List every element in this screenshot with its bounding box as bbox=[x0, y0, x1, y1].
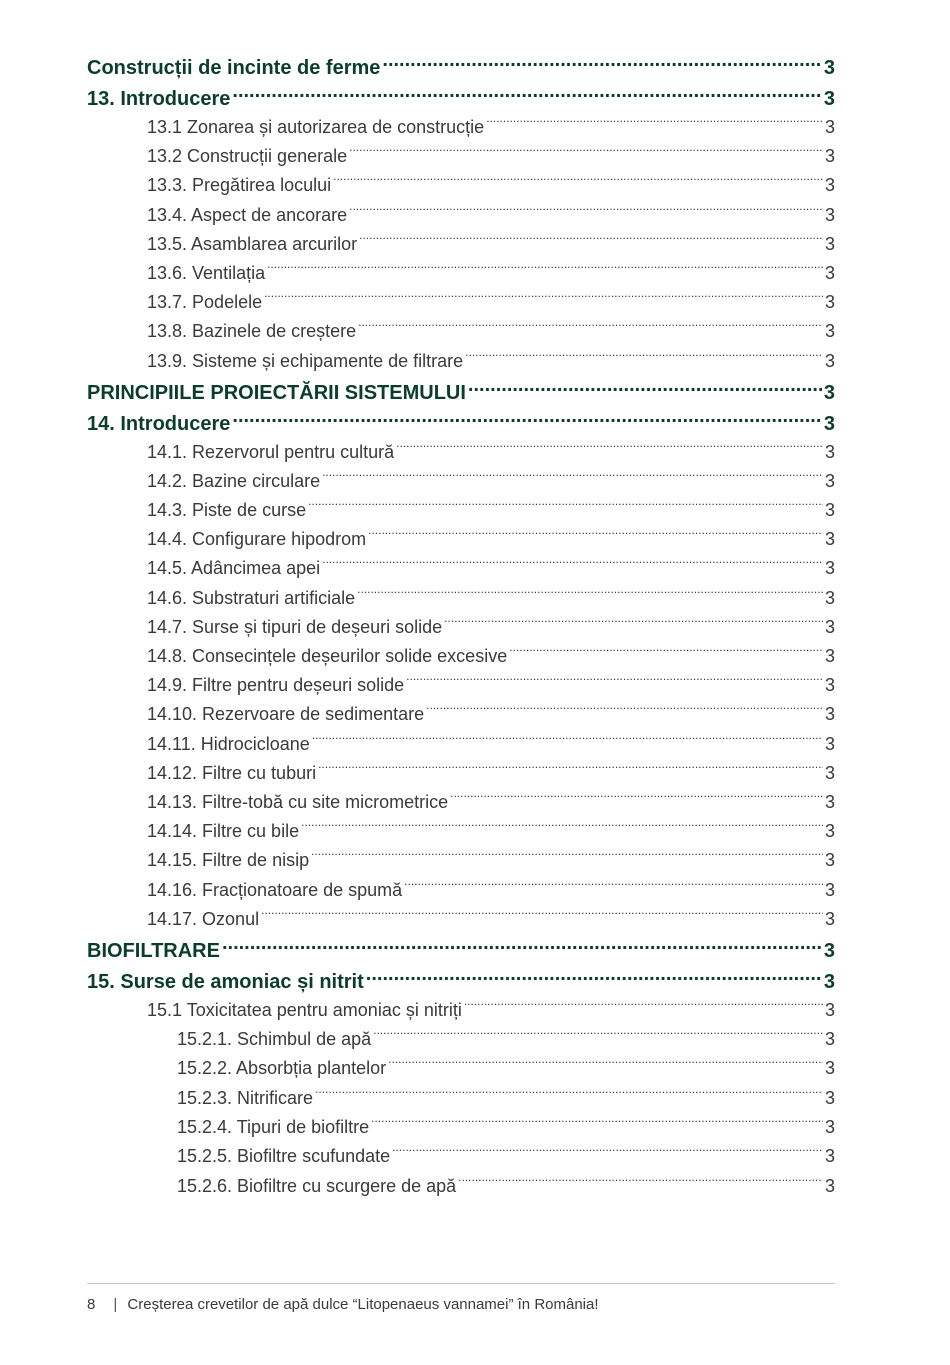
toc-subsection-entry[interactable] bbox=[87, 170, 835, 199]
toc-dot-leader bbox=[322, 470, 823, 487]
toc-entry-title: 14.17. Ozonul bbox=[147, 908, 260, 929]
toc-subsection-entry[interactable] bbox=[87, 229, 835, 258]
toc-subsection-entry[interactable] bbox=[87, 553, 835, 582]
toc-dot-leader bbox=[468, 379, 822, 399]
toc-section-entry[interactable] bbox=[87, 964, 835, 995]
toc-dot-leader bbox=[232, 410, 821, 430]
toc-subsection-entry[interactable] bbox=[87, 1053, 835, 1082]
toc-subsection-entry[interactable] bbox=[87, 875, 835, 904]
toc-entry-page: 3 bbox=[824, 350, 835, 371]
toc-section-entry[interactable] bbox=[87, 933, 835, 964]
toc-entry-title: Construcții de incinte de ferme bbox=[87, 57, 381, 79]
toc-entry-page: 3 bbox=[824, 999, 835, 1020]
toc-entry-title: 15.2.3. Nitrificare bbox=[177, 1087, 314, 1108]
toc-entry-page: 3 bbox=[824, 704, 835, 725]
toc-dot-leader bbox=[509, 645, 823, 662]
toc-dot-leader bbox=[311, 849, 823, 866]
toc-entry-page: 3 bbox=[824, 1058, 835, 1079]
toc-entry-title: 14.6. Substraturi artificiale bbox=[147, 587, 356, 608]
toc-entry-title: 15.1 Toxicitatea pentru amoniac și nitriți bbox=[147, 999, 462, 1020]
toc-dot-leader bbox=[322, 557, 823, 574]
toc-subsection-entry[interactable] bbox=[87, 699, 835, 728]
toc-dot-leader bbox=[349, 145, 823, 162]
toc-entry-title: 15.2.4. Tipuri de biofiltre bbox=[177, 1116, 370, 1137]
toc-dot-leader bbox=[406, 674, 823, 691]
toc-entry-title: 14.11. Hidrocicloane bbox=[147, 733, 310, 754]
toc-entry-title: 15.2.2. Absorbția plantelor bbox=[177, 1058, 387, 1079]
toc-entry-title: 14.2. Bazine circulare bbox=[147, 470, 321, 491]
toc-entry-page: 3 bbox=[824, 558, 835, 579]
toc-subsection-entry[interactable] bbox=[87, 1141, 835, 1170]
toc-subsection-entry[interactable] bbox=[87, 729, 835, 758]
toc-entry-title: 15.2.1. Schimbul de apă bbox=[177, 1029, 372, 1050]
toc-dot-leader bbox=[388, 1057, 823, 1074]
toc-entry-title: 14.8. Consecințele deșeurilor solide excesive bbox=[147, 646, 508, 666]
toc-entry-page: 3 bbox=[824, 1175, 835, 1196]
toc-entry-page: 3 bbox=[824, 762, 835, 783]
toc-dot-leader bbox=[404, 879, 823, 896]
toc-subsection-entry[interactable] bbox=[87, 112, 835, 141]
toc-entry-page: 3 bbox=[824, 204, 835, 225]
toc-entry-page: 3 bbox=[824, 529, 835, 550]
toc-dot-leader bbox=[366, 968, 822, 988]
toc-subsection-entry[interactable] bbox=[87, 583, 835, 612]
toc-entry-title: 14.13. Filtre-tobă cu site micrometrice bbox=[147, 791, 449, 812]
toc-entry-page: 3 bbox=[824, 1116, 835, 1137]
toc-subsection-entry[interactable] bbox=[87, 1024, 835, 1053]
toc-entry-title: 15.2.6. Biofiltre cu scurgere de apă bbox=[177, 1175, 457, 1196]
toc-subsection-entry[interactable] bbox=[87, 787, 835, 816]
toc-entry-page: 3 bbox=[824, 1146, 835, 1167]
toc-section-entry[interactable] bbox=[87, 406, 835, 437]
toc-dot-leader bbox=[261, 908, 823, 925]
toc-entry-title: 14.12. Filtre cu tuburi bbox=[147, 762, 317, 783]
toc-dot-leader bbox=[315, 1087, 823, 1104]
toc-dot-leader bbox=[373, 1028, 823, 1045]
toc-entry-title: 14.4. Configurare hipodrom bbox=[147, 529, 367, 550]
toc-dot-leader bbox=[368, 528, 823, 545]
toc-entry-title: 14.10. Rezervoare de sedimentare bbox=[147, 704, 425, 725]
toc-dot-leader bbox=[465, 350, 823, 367]
toc-entry-page: 3 bbox=[824, 117, 835, 137]
toc-entry-page: 3 bbox=[823, 88, 835, 110]
toc-entry-page: 3 bbox=[824, 733, 835, 754]
toc-dot-leader bbox=[444, 616, 823, 633]
toc-entry-page: 3 bbox=[823, 57, 835, 79]
toc-dot-leader bbox=[450, 791, 823, 808]
toc-subsection-entry[interactable] bbox=[87, 1171, 835, 1200]
toc-entry-title: 13.7. Podelele bbox=[147, 292, 263, 313]
toc-entry-page: 3 bbox=[824, 850, 835, 871]
toc-entry-title: 13.1 Zonarea și autorizarea de construcție bbox=[147, 117, 485, 137]
toc-dot-leader bbox=[232, 85, 821, 105]
toc-entry-title: BIOFILTRARE bbox=[87, 939, 220, 962]
toc-entry-page: 3 bbox=[824, 500, 835, 521]
toc-entry-page: 3 bbox=[824, 879, 835, 900]
toc-subsection-entry[interactable] bbox=[87, 287, 835, 316]
toc-subsection-entry[interactable] bbox=[87, 670, 835, 699]
toc-entry-page: 3 bbox=[824, 791, 835, 812]
toc-dot-leader bbox=[312, 733, 823, 750]
toc-subsection-entry[interactable] bbox=[87, 200, 835, 229]
toc-dot-leader bbox=[318, 762, 823, 779]
footer-separator: | bbox=[113, 1296, 118, 1313]
toc-dot-leader bbox=[308, 499, 823, 516]
toc-entry-page: 3 bbox=[824, 441, 835, 462]
toc-entry-page: 3 bbox=[824, 470, 835, 491]
toc-entry-page: 3 bbox=[823, 412, 835, 435]
toc-entry-title: 14.5. Adâncimea apei bbox=[147, 558, 321, 579]
toc-dot-leader bbox=[359, 233, 823, 250]
toc-dot-leader bbox=[349, 204, 823, 221]
toc-entry-title: 13.5. Asamblarea arcurilor bbox=[147, 233, 358, 254]
toc-entry-page: 3 bbox=[824, 175, 835, 196]
toc-dot-leader bbox=[458, 1175, 823, 1192]
toc-subsection-entry[interactable] bbox=[87, 612, 835, 641]
toc-dot-leader bbox=[371, 1116, 823, 1133]
toc-entry-title: PRINCIPIILE PROIECTĂRII SISTEMULUI bbox=[87, 381, 466, 404]
toc-entry-title: 13.8. Bazinele de creștere bbox=[147, 321, 357, 342]
toc-dot-leader bbox=[222, 937, 822, 957]
toc-subsection-entry[interactable] bbox=[87, 845, 835, 874]
toc-dot-leader bbox=[396, 441, 823, 458]
toc-entry-title: 14.15. Filtre de nisip bbox=[147, 850, 310, 871]
toc-entry-title: 15. Surse de amoniac și nitrit bbox=[87, 970, 364, 993]
toc-subsection-entry[interactable] bbox=[87, 1083, 835, 1112]
toc-entry-title: 13.2 Construcții generale bbox=[147, 146, 348, 167]
toc-entry-title: 14.14. Filtre cu bile bbox=[147, 821, 300, 842]
toc-dot-leader bbox=[392, 1145, 823, 1162]
toc-dot-leader bbox=[382, 54, 821, 74]
toc-subsection-entry[interactable] bbox=[87, 1112, 835, 1141]
toc-subsection-entry[interactable] bbox=[87, 641, 835, 670]
toc-subsection-entry[interactable] bbox=[87, 758, 835, 787]
footer-text: Creșterea crevetilor de apă dulce “Litopenaeus vannamei” în România! bbox=[127, 1296, 599, 1313]
toc-entry-page: 3 bbox=[824, 675, 835, 696]
toc-section-entry[interactable] bbox=[87, 81, 835, 112]
toc-dot-leader bbox=[301, 820, 823, 837]
toc-entry-page: 3 bbox=[824, 1087, 835, 1108]
toc-subsection-entry[interactable] bbox=[87, 437, 835, 466]
toc-section-entry[interactable] bbox=[87, 50, 835, 81]
toc-entry-page: 3 bbox=[824, 821, 835, 842]
toc-entry-title: 14.9. Filtre pentru deșeuri solide bbox=[147, 675, 405, 696]
toc-entry-page: 3 bbox=[824, 262, 835, 283]
toc-subsection-entry[interactable] bbox=[87, 495, 835, 524]
toc-dot-leader bbox=[464, 999, 823, 1016]
toc-subsection-entry[interactable] bbox=[87, 466, 835, 495]
toc-subsection-entry[interactable] bbox=[87, 316, 835, 345]
toc-entry-page: 3 bbox=[824, 587, 835, 608]
toc-dot-leader bbox=[357, 587, 823, 604]
toc-entry-title: 14. Introducere bbox=[87, 412, 231, 435]
toc-dot-leader bbox=[333, 174, 823, 191]
toc-entry-page: 3 bbox=[824, 233, 835, 254]
toc-subsection-entry[interactable] bbox=[87, 904, 835, 933]
toc-dot-leader bbox=[358, 320, 823, 337]
toc-entry-title: 13.9. Sisteme și echipamente de filtrare bbox=[147, 350, 464, 371]
toc-entry-title: 13.4. Aspect de ancorare bbox=[147, 204, 348, 225]
toc-entry-page: 3 bbox=[824, 616, 835, 637]
table-of-contents bbox=[87, 50, 835, 1200]
toc-entry-page: 3 bbox=[823, 970, 835, 993]
toc-entry-title: 13. Introducere bbox=[87, 88, 231, 110]
toc-entry-title: 14.7. Surse și tipuri de deșeuri solide bbox=[147, 616, 443, 637]
footer-divider bbox=[87, 1283, 835, 1284]
toc-subsection-entry[interactable] bbox=[87, 346, 835, 375]
toc-entry-title: 14.16. Fracționatoare de spumă bbox=[147, 879, 403, 900]
toc-entry-page: 3 bbox=[824, 146, 835, 167]
page-footer bbox=[87, 1296, 599, 1313]
toc-entry-title: 14.3. Piste de curse bbox=[147, 500, 307, 521]
toc-entry-page: 3 bbox=[824, 1029, 835, 1050]
toc-entry-page: 3 bbox=[824, 646, 835, 666]
toc-dot-leader bbox=[267, 262, 823, 279]
toc-subsection-entry[interactable] bbox=[87, 995, 835, 1024]
toc-section-entry[interactable] bbox=[87, 375, 835, 406]
footer-page-number: 8 bbox=[87, 1296, 96, 1313]
toc-entry-page: 3 bbox=[823, 381, 835, 404]
toc-entry-page: 3 bbox=[824, 321, 835, 342]
toc-entry-title: 15.2.5. Biofiltre scufundate bbox=[177, 1146, 391, 1167]
toc-subsection-entry[interactable] bbox=[87, 141, 835, 170]
toc-entry-title: 13.6. Ventilația bbox=[147, 262, 266, 283]
toc-subsection-entry[interactable] bbox=[87, 816, 835, 845]
toc-subsection-entry[interactable] bbox=[87, 524, 835, 553]
toc-entry-page: 3 bbox=[823, 939, 835, 962]
toc-dot-leader bbox=[426, 703, 823, 720]
toc-subsection-entry[interactable] bbox=[87, 258, 835, 287]
toc-entry-page: 3 bbox=[824, 908, 835, 929]
toc-entry-title: 14.1. Rezervorul pentru cultură bbox=[147, 441, 395, 462]
toc-dot-leader bbox=[486, 116, 823, 133]
toc-dot-leader bbox=[264, 291, 823, 308]
toc-entry-title: 13.3. Pregătirea locului bbox=[147, 175, 332, 196]
toc-entry-page: 3 bbox=[824, 292, 835, 313]
